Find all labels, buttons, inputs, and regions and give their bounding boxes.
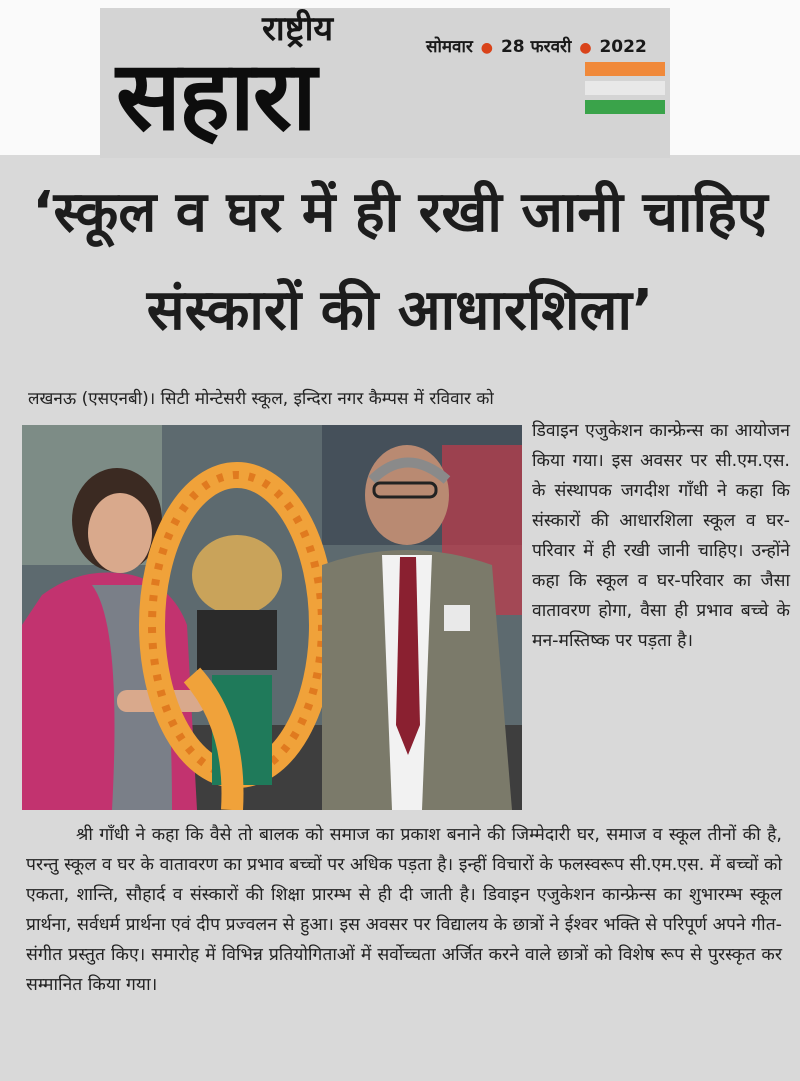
headline-line-1: ‘स्कूल व घर में ही रखी जानी चाहिए [32, 180, 768, 245]
article-column-text: डिवाइन एजुकेशन कान्फ्रेन्स का आयोजन किया गया। इस अवसर पर सी.एम.एस. के संस्थापक जगदीश गाँधी ने कहा कि संस्कारों की आधारशिला स्कूल व घर-परिवार में ही रखी जानी चाहिए। उन्होंने कहा कि स्कूल व घर-परिवार का जैसा वातावरण होगा, वैसा ही प्रभाव बच्चे के मन-मस्तिष्क पर पड़ता है। [532, 421, 790, 651]
headline-line-2: संस्कारों की आधारशिला’ [146, 278, 654, 343]
masthead-date [426, 34, 647, 57]
article-dateline: लखनऊ (एसएनबी)। सिटी मोन्टेसरी स्कूल, इन्दिरा नगर कैम्पस में रविवार को [28, 389, 494, 409]
bullet-icon: ● [579, 40, 592, 56]
tricolor-flag-icon [585, 62, 665, 119]
masthead-year: 2022 [599, 37, 647, 57]
masthead-date-value: 28 फरवरी [500, 37, 572, 57]
masthead-name-small: राष्ट्रीय [262, 9, 334, 49]
masthead-name-big: सहारा [116, 40, 315, 152]
masthead-day: सोमवार [426, 37, 473, 57]
article-photo [22, 425, 522, 810]
article-paragraph: श्री गाँधी ने कहा कि वैसे तो बालक को समाज का प्रकाश बनाने की जिम्मेदारी घर, समाज व स्कूल तीनों की है, परन्तु स्कूल व घर के वातावरण का प्रभाव बच्चों पर अधिक पड़ता है। इन्हीं विचारों के फलस्वरूप सी.एम.एस. में बच्चों को एकता, शान्ति, सौहार्द व संस्कारों की शिक्षा प्रारम्भ से ही दी जाती है। डिवाइन एजुकेशन कान्फ्रेन्स का शुभारम्भ स्कूल प्रार्थना, सर्वधर्म प्रार्थना एवं दीप प्रज्वलन से हुआ। इस अवसर पर विद्यालय के छात्रों ने ईश्वर भक्ति से परिपूर्ण अपने गीत-संगीत प्रस्तुत किए। समारोह में विभिन्न प्रतियोगिताओं में सर्वोच्चता अर्जित करने वाले छात्रों को विशेष रूप से पुरस्कृत कर सम्मानित किया गया। [26, 825, 782, 995]
bullet-icon: ● [480, 40, 494, 56]
